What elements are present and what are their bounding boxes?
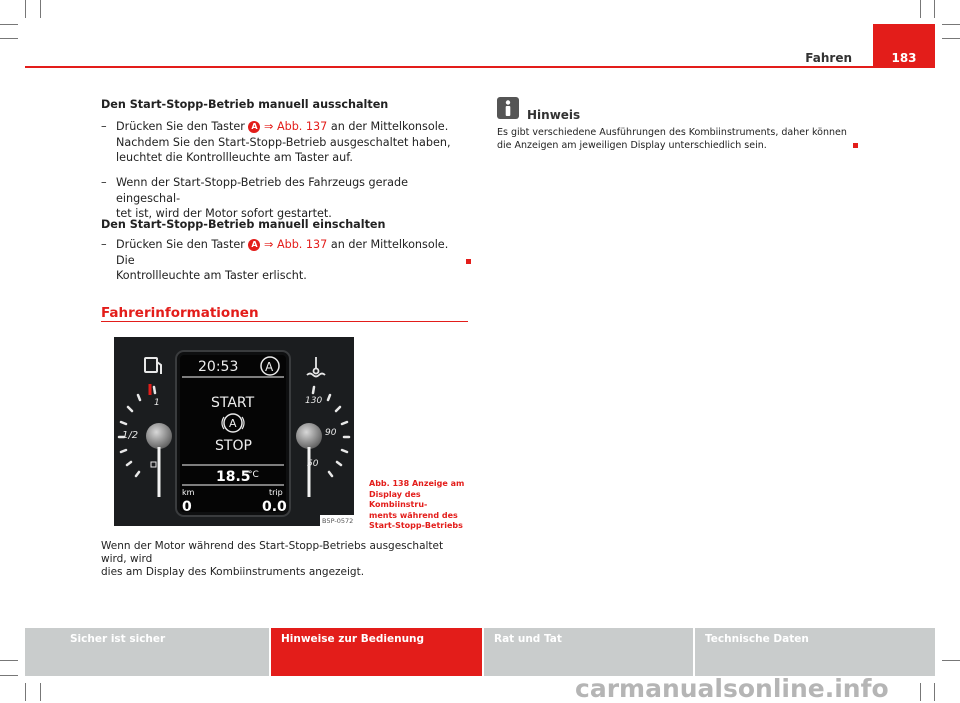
display-a-text: A	[229, 417, 237, 430]
text: leuchtet die Kontrollleuchte am Taster auf.	[116, 151, 353, 164]
temp-130-label: 130	[305, 396, 323, 406]
km-value: 0	[182, 499, 192, 515]
fuel-half-label: 1/2	[122, 430, 139, 441]
figure-code: B5P-0572	[322, 517, 354, 525]
footer-tab-label: Sicher ist sicher	[70, 633, 166, 645]
figure-link[interactable]: ⇒ Abb. 137	[264, 120, 328, 133]
watermark: carmanualsonline.info	[575, 674, 889, 703]
trip-value: 0.0	[262, 499, 287, 515]
figure-link[interactable]: ⇒ Abb. 137	[264, 238, 328, 251]
footer-tab-label: Technische Daten	[705, 633, 809, 645]
crop-mark	[0, 24, 18, 25]
subheading-on: Den Start-Stopp-Betrieb manuell einschalten	[101, 218, 386, 231]
info-note-icon	[497, 97, 519, 119]
km-label: km	[182, 488, 195, 497]
caption-line: Display des Kombiinstru-	[369, 489, 428, 509]
crop-mark	[40, 0, 41, 18]
crop-mark	[934, 0, 935, 18]
instrument-cluster-figure	[114, 337, 354, 526]
button-a-icon: A	[248, 121, 260, 133]
text: tet ist, wird der Motor sofort gestartet.	[116, 207, 332, 220]
temp-50-label: 50	[307, 459, 319, 469]
text: an der Mittelkonsole.	[330, 120, 449, 133]
subheading-off: Den Start-Stopp-Betrieb manuell ausschalten	[101, 98, 389, 111]
text: Drücken Sie den Taster	[116, 120, 245, 133]
paragraph-line: Wenn der Motor während des Start-Stopp-Betriebs ausgeschaltet wird, wird	[101, 540, 444, 565]
button-a-icon: A	[248, 239, 260, 251]
crop-mark	[942, 24, 960, 25]
text: Wenn der Start-Stopp-Betrieb des Fahrzeugs gerade eingeschal-	[116, 176, 408, 205]
mode-badge-text: A	[265, 360, 274, 374]
footer-tab-label: Rat und Tat	[494, 633, 562, 645]
paragraph-line: dies am Display des Kombiinstruments angezeigt.	[101, 566, 365, 578]
note-line: Es gibt verschiedene Ausführungen des Kombiinstruments, daher können	[497, 127, 847, 138]
caption-line: Abb. 138 Anzeige am	[369, 479, 465, 488]
note-text	[497, 126, 857, 152]
list-item-text	[116, 119, 461, 166]
list-dash: –	[101, 120, 107, 133]
text: Nachdem Sie den Start-Stopp-Betrieb ausgeschaltet haben,	[116, 135, 451, 149]
text: Kontrollleuchte am Taster erlischt.	[116, 269, 307, 282]
list-item-text	[116, 237, 461, 284]
list-dash: –	[101, 176, 107, 189]
caption-line: ments während des	[369, 510, 458, 520]
text: an der Mittelkonsole. Die	[116, 238, 449, 267]
caption-line: Start-Stopp-Betriebs	[369, 521, 463, 530]
crop-mark	[934, 683, 935, 701]
list-item-text	[116, 175, 461, 222]
chapter-title: Fahren	[805, 51, 852, 65]
note-line: die Anzeigen am jeweiligen Display unterschiedlich sein.	[497, 140, 767, 151]
page-number: 183	[891, 51, 917, 65]
footer-tab-rat[interactable]	[484, 628, 693, 676]
crop-mark	[40, 683, 41, 701]
instrument-cluster-illustration	[114, 337, 354, 526]
footer-tab-sicher[interactable]	[25, 628, 269, 676]
crop-mark	[942, 38, 960, 39]
crop-mark	[920, 0, 921, 18]
text: Drücken Sie den Taster	[116, 238, 245, 251]
left-gauge-hub	[146, 423, 172, 449]
note-end-marker	[853, 143, 858, 148]
section-title: Fahrerinformationen	[101, 305, 259, 321]
crop-mark	[942, 660, 960, 661]
display-start-text: START	[211, 395, 255, 411]
crop-mark	[25, 0, 26, 18]
display-stop-text: STOP	[215, 438, 252, 454]
temp-90-label: 90	[325, 428, 337, 438]
clock-text: 20:53	[198, 359, 239, 375]
list-dash: –	[101, 238, 107, 251]
footer-tab-bedienung[interactable]	[271, 628, 482, 676]
crop-mark	[920, 683, 921, 701]
trip-label: trip	[269, 488, 283, 497]
section-rule	[101, 321, 468, 322]
figure-caption	[369, 479, 469, 532]
footer-tab-technische-daten[interactable]	[695, 628, 935, 676]
crop-mark	[0, 38, 18, 39]
crop-mark	[0, 660, 18, 661]
figure-paragraph	[101, 540, 471, 579]
crop-mark	[25, 683, 26, 701]
temperature-value: 18.5	[216, 469, 251, 485]
crop-mark	[0, 675, 18, 676]
note-title: Hinweis	[527, 108, 581, 122]
footer-tab-label: Hinweise zur Bedienung	[281, 633, 425, 645]
right-gauge-hub	[296, 423, 322, 449]
section-end-marker	[466, 259, 471, 264]
fuel-full-label: 1	[154, 398, 160, 408]
temperature-unit: °C	[248, 470, 259, 480]
header-rule	[25, 66, 935, 68]
